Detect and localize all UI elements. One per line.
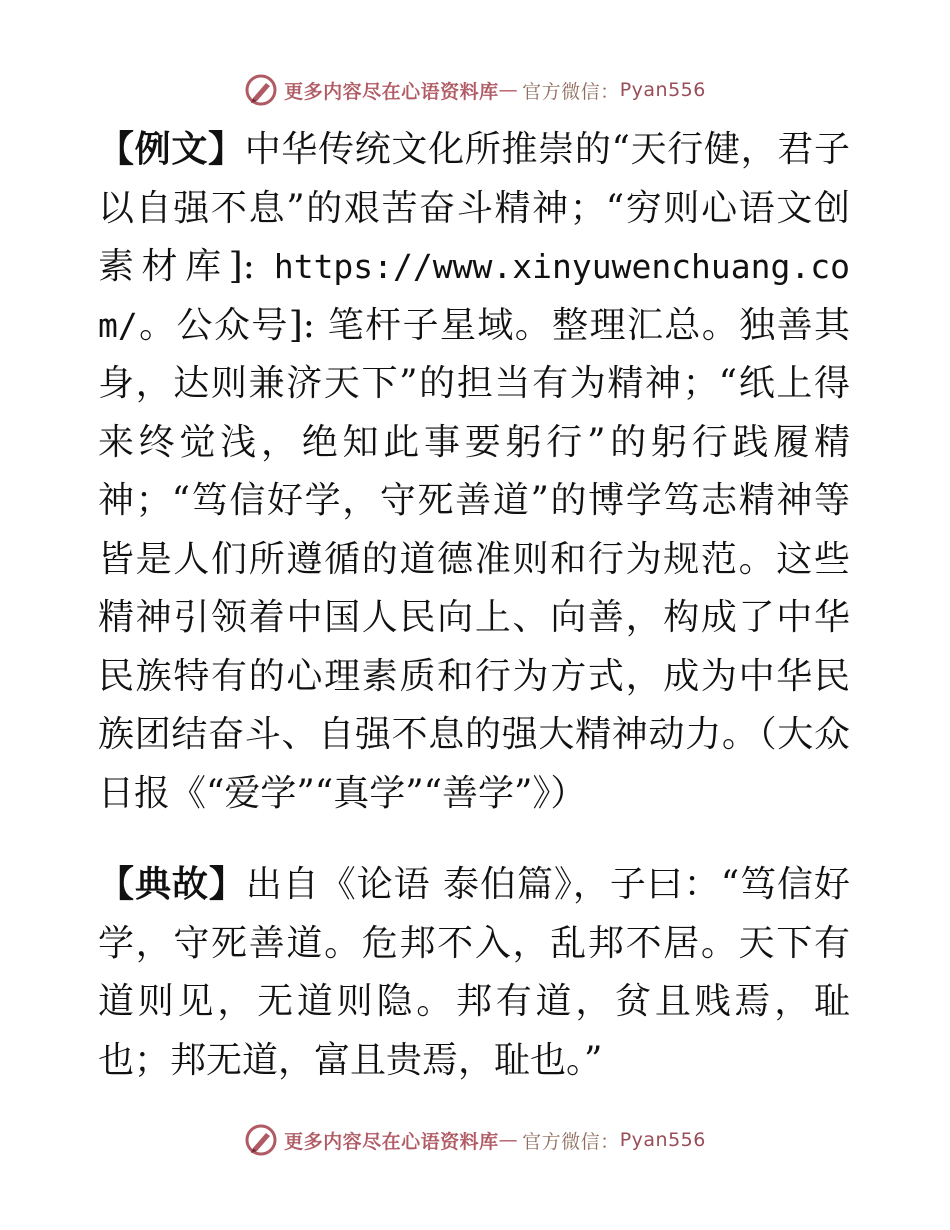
banner-wechat-id: Pyan556: [619, 1129, 706, 1151]
pen-circle-logo-icon: [244, 1123, 278, 1157]
allusion-text: 出自《论语 泰伯篇》，子曰：“笃信好学，守死善道。危邦不入，乱邦不居。天下有道则见，无道则隐。邦有道，贫且贱焉，耻也；邦无道，富且贵焉，耻也。”: [98, 864, 850, 1081]
example-text-before-url: 中华传统文化所推崇的“天行健，君子以自强不息”的艰苦奋斗精神；“穷则心语文创素材库]:: [98, 129, 850, 287]
example-paragraph: [98, 120, 850, 823]
banner-wechat-label: 官方微信：: [522, 80, 620, 103]
allusion-label: 【典故】: [98, 863, 246, 905]
banner-lead-text: 更多内容尽在心语资料库: [284, 1130, 499, 1153]
header-banner: [0, 70, 950, 110]
example-text-after-url: 。公众号]: 笔杆子星域。整理汇总。独善其身，达则兼济天下”的担当有为精神；“纸上得来终觉浅，绝知此事要躬行”的躬行践履精神；“笃信好学，守死善道”的博学笃志精神等皆是人们所遵循的道德准则和行为规范。这些精神引领着中国人民向上、向善，构成了中华民族特有的心理素质和行为方式，成为中华民族团结奋斗、自强不息的强大精神动力。（大众日报《“爱学”“真学”“善学”》）: [98, 304, 850, 814]
banner-lead-text: 更多内容尽在心语资料库: [284, 80, 499, 103]
banner-dash: —: [498, 1129, 519, 1151]
document-body: [98, 120, 850, 1090]
pen-circle-logo-icon: [244, 73, 278, 107]
banner-wechat-label: 官方微信：: [522, 1130, 620, 1153]
footer-banner: [0, 1120, 950, 1160]
example-label: 【例文】: [98, 128, 245, 170]
banner-dash: —: [498, 79, 519, 101]
resource-url-link[interactable]: https://www.xinyuwenchuang.com/: [98, 247, 850, 345]
banner-wechat-id: Pyan556: [619, 79, 706, 101]
allusion-paragraph: [98, 855, 850, 1090]
